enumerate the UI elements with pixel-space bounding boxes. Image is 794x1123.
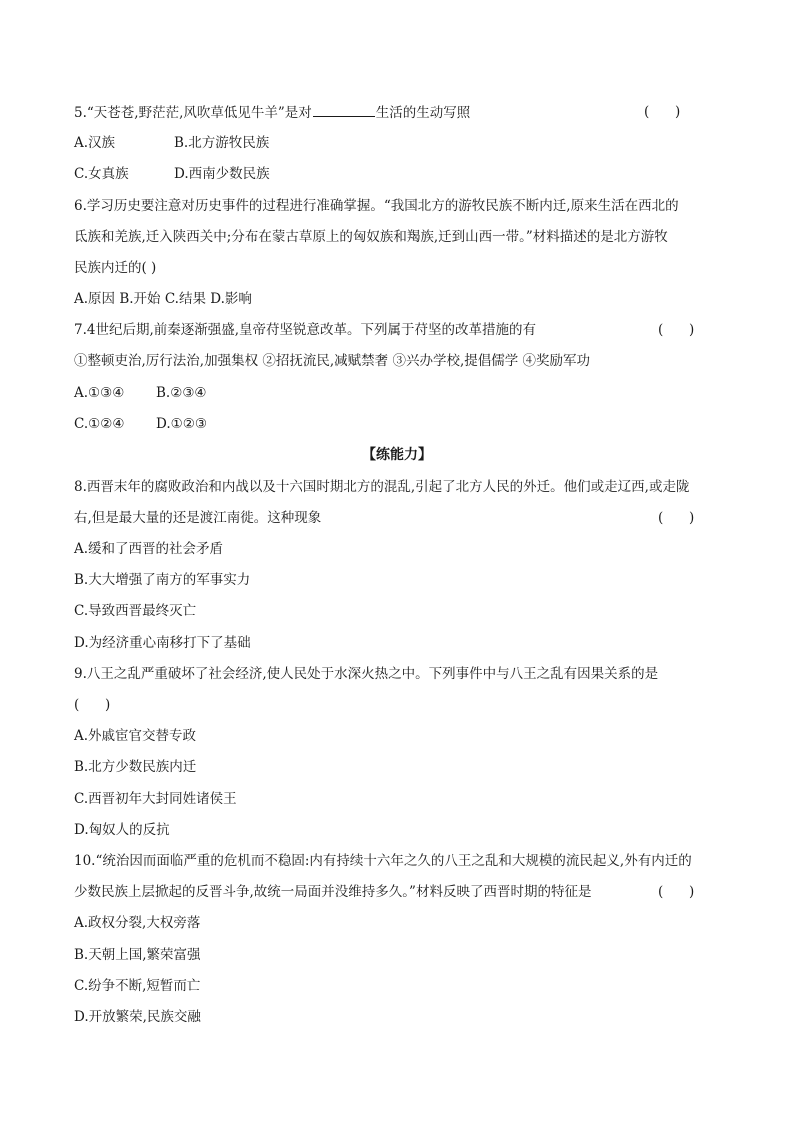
- q9-answer-paren: ( ): [74, 697, 111, 713]
- q7-items: ①整顿吏治,厉行法治,加强集权 ②招抚流民,减赋禁奢 ③兴办学校,提倡儒学 ④奖励军功: [74, 353, 591, 369]
- q10-answer-paren: ( ): [658, 884, 695, 900]
- q8-answer-paren: ( ): [658, 510, 695, 526]
- q5-option-c: C.女真族: [74, 166, 129, 182]
- q8-option-d: D.为经济重心南移打下了基础: [74, 635, 251, 651]
- q5-options-row2: [74, 164, 720, 184]
- q8-line1: 8.西晋末年的腐败政治和内战以及十六国时期北方的混乱,引起了北方人民的外迁。他们或走辽西,或走陇: [74, 479, 690, 495]
- q5-options-row1: [74, 133, 720, 153]
- q8-line2: 右,但是最大量的还是渡江南徙。这种现象: [74, 510, 322, 526]
- q10-line2: 少数民族上层掀起的反晋斗争,故统一局面并没维持多久。”材料反映了西晋时期的特征是: [74, 884, 592, 900]
- q7-option-a: A.①③④: [74, 385, 125, 401]
- q7-options-row2: [74, 414, 720, 434]
- q5-option-d: D.西南少数民族: [174, 166, 270, 182]
- q8-option-b: B.大大增强了南方的军事实力: [74, 572, 251, 588]
- q7-option-b: B.②③④: [156, 385, 207, 401]
- q10-option-a: A.政权分裂,大权旁落: [74, 915, 201, 931]
- q5-stem: [74, 102, 720, 122]
- q10-option-d: D.开放繁荣,民族交融: [74, 1009, 201, 1025]
- q6-options: A.原因 B.开始 C.结果 D.影响: [74, 291, 252, 307]
- q8-option-c: C.导致西晋最终灭亡: [74, 603, 197, 619]
- q6-line3: 民族内迁的( ): [74, 260, 157, 276]
- q6-line1: 6.学习历史要注意对历史事件的过程进行准确掌握。“我国北方的游牧民族不断内迁,原来生活在西北的: [74, 198, 679, 214]
- q10-option-b: B.天朝上国,繁荣富强: [74, 947, 201, 963]
- q5-answer-paren: ( ): [644, 104, 681, 120]
- q5-option-b: B.北方游牧民族: [174, 135, 270, 151]
- q7-option-c: C.①②④: [74, 416, 125, 432]
- q7-stem: 7.4世纪后期,前秦逐渐强盛,皇帝苻坚锐意改革。下列属于苻坚的改革措施的有: [74, 322, 537, 338]
- q10-line1: 10.“统治因而面临严重的危机而不稳固:内有持续十六年之久的八王之乱和大规模的流民起义,外有内迁的: [74, 853, 692, 869]
- q7-answer-paren: ( ): [658, 322, 695, 338]
- q9-option-c: C.西晋初年大封同姓诸侯王: [74, 791, 237, 807]
- q5-stem-before: 5.“天苍苍,野茫茫,风吹草低见牛羊”是对: [74, 105, 312, 121]
- q5-blank: [313, 102, 375, 117]
- q6-line2: 氐族和羌族,迁入陕西关中;分布在蒙古草原上的匈奴族和羯族,迁到山西一带。”材料描述的是北方游牧: [74, 229, 668, 245]
- q5-stem-after: 生活的生动写照: [375, 105, 471, 121]
- q9-line1: 9.八王之乱严重破坏了社会经济,使人民处于水深火热之中。下列事件中与八王之乱有因果关系的是: [74, 666, 659, 682]
- q7-options-row1: [74, 383, 720, 403]
- q7-option-d: D.①②③: [156, 416, 207, 432]
- q10-option-c: C.纷争不断,短暂而亡: [74, 978, 201, 994]
- q9-option-a: A.外戚宦官交替专政: [74, 728, 197, 744]
- q5-option-a: A.汉族: [74, 135, 116, 151]
- q8-option-a: A.缓和了西晋的社会矛盾: [74, 541, 224, 557]
- q9-option-d: D.匈奴人的反抗: [74, 822, 170, 838]
- q9-option-b: B.北方少数民族内迁: [74, 759, 197, 775]
- section-title: 【练能力】: [362, 447, 432, 463]
